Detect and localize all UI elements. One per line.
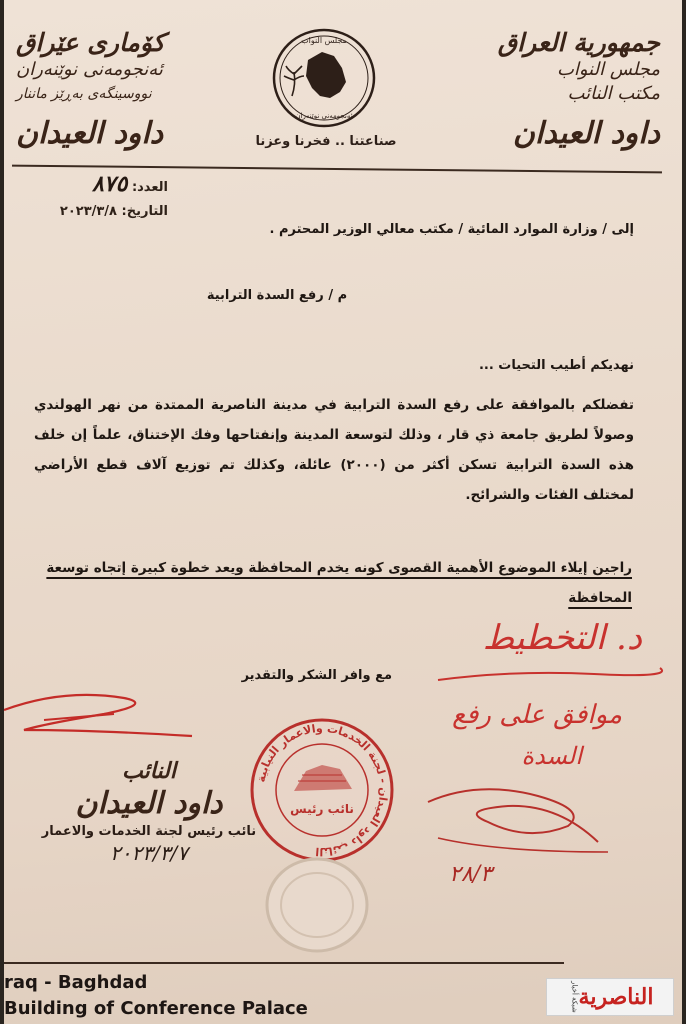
- letter-request: راجين إيلاء الموضوع الأهمية القصوى كونه يخدم المحافظة ويعد خطوة كبيرة إتجاه توسعة المحافظة: [46, 560, 632, 606]
- letter-date-value: ٢٠٢٣/٣/٨: [59, 204, 117, 219]
- footer-address: [4, 970, 364, 1022]
- letter-subject: م / رفع السدة الترابية: [206, 288, 348, 303]
- header-right-name: داود العيدان: [512, 116, 660, 151]
- parliament-emblem-icon: [270, 26, 378, 130]
- header-right-office: مكتب النائب: [567, 83, 660, 104]
- header-right: [460, 28, 660, 154]
- signature-scribble-icon: [4, 680, 204, 750]
- embossed-seal-icon: [262, 855, 372, 955]
- signature-title: النائب: [122, 758, 176, 784]
- signature-position: نائب رئيس لجنة الخدمات والاعمار: [41, 824, 257, 839]
- emblem-top-text: مجلس النواب: [301, 36, 347, 45]
- letter-closing: مع وافر الشكر والتقدير: [241, 668, 392, 683]
- letter-meta: [28, 172, 168, 224]
- letter-paragraph: تفضلكم بالموافقة على رفع السدة الترابية في مدينة الناصرية الممتدة من نهر الهولندي وصولاً لطريق جامعة ذي قار ، وذلك لتوسعة المدينة وإنفتاحها وفك الإختناق، علماً إن خلف هذه السدة الترابية تسكن أكثر من (٢٠٠٠) عائلة، وكذلك تم توزيع آلاف قطع الأراضي لمختلف الفئات والشرائح.: [34, 397, 634, 503]
- letter-recipient: إلى / وزارة الموارد المائية / مكتب معالي الوزير المحترم .: [269, 222, 634, 237]
- footer-city: raq - Baghdad: [4, 972, 148, 993]
- header-left-country: كۆماری عێراق: [16, 28, 165, 57]
- letter-paper: [4, 0, 682, 1024]
- header-right-council: مجلس النواب: [556, 59, 660, 80]
- watermark-logo: [546, 978, 674, 1016]
- motto: صناعتنا .. فخرنا وعزنا: [255, 134, 397, 149]
- header-left: [16, 28, 226, 154]
- handwritten-line-3: السدة: [521, 742, 582, 770]
- handwritten-date: ٢٨/٣: [449, 862, 492, 887]
- handwritten-line-2: موافق على رفع: [452, 700, 622, 730]
- letter-number-value: ٨٧٥: [91, 171, 128, 197]
- header-left-office: نووسینگەی بەڕێز ماننار: [16, 86, 152, 102]
- emblem-bottom-text: ئەنجومەنی نوێنەران: [295, 112, 353, 120]
- signature-date: ٢٠٢٣/٣/٧: [110, 841, 188, 865]
- signature-name: داود العيدان: [75, 786, 223, 821]
- handwritten-signature-icon: [418, 782, 618, 872]
- watermark-main-text: الناصرية: [578, 984, 654, 1010]
- official-stamp-icon: [248, 715, 396, 865]
- signature-block: [34, 758, 264, 865]
- header-right-country: جمهورية العراق: [497, 28, 660, 57]
- stamp-ring-text: النائب داود العيدان - لجنة الخدمات والاعمار النيابية: [254, 721, 391, 859]
- stamp-center-text: نائب رئيس: [290, 802, 354, 816]
- footer-building: Building of Conference Palace: [4, 998, 308, 1019]
- watermark-small-text: شبكة أخبار: [570, 981, 579, 1013]
- header-left-council: ئەنجومەنی نوێنەران: [16, 59, 163, 80]
- footer-divider: [4, 962, 564, 964]
- letter-number-row: [28, 172, 168, 200]
- letter-date-row: [28, 200, 168, 224]
- letter-number-label: العدد:: [131, 180, 168, 195]
- letter-greeting: نهديكم أطيب التحيات ...: [478, 358, 634, 373]
- handwritten-line-1: د. التخطيط: [482, 618, 642, 658]
- header-left-name: داود العيدان: [16, 116, 164, 151]
- letter-date-label: التاريخ:: [121, 204, 168, 219]
- handwritten-underline: [434, 660, 664, 690]
